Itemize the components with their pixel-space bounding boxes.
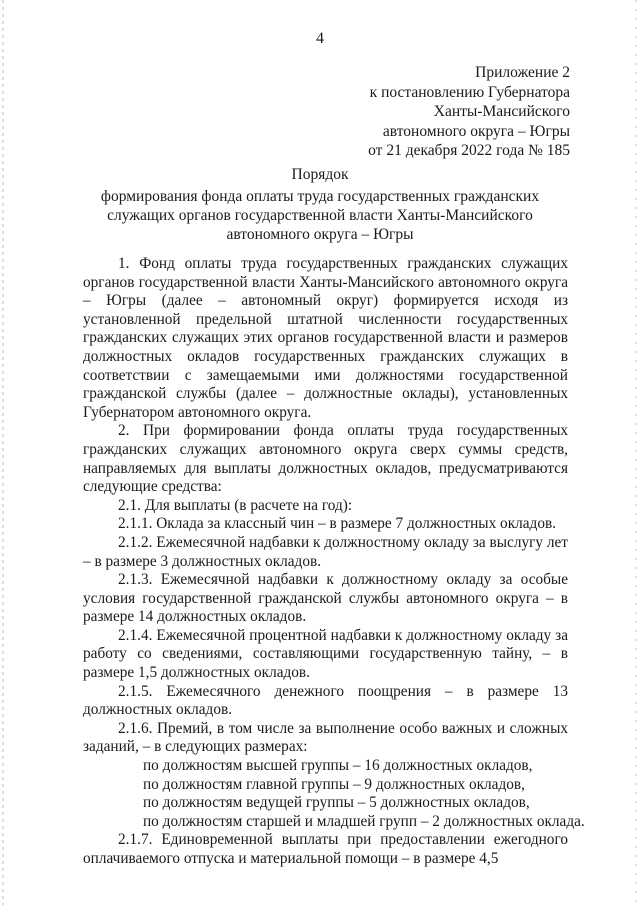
appendix-line: к постановлению Губернатора [369, 83, 570, 101]
appendix-header [368, 63, 570, 161]
document-title [0, 165, 640, 244]
paragraph-2-1-4: 2.1.4. Ежемесячной процентной надбавки к должностному окладу за работу со сведениями, составляющими государственную тайну, – в размере 1,5 должностных окладов. [83, 626, 568, 682]
appendix-line: автономного округа – Югры [382, 122, 570, 140]
paragraph-2-1-6: 2.1.6. Премий, в том числе за выполнение особо важных и сложных заданий, – в следующих размерах: [83, 719, 568, 756]
list-item: по должностям высшей группы – 16 должностных окладов, [143, 757, 533, 775]
paragraph-2-1: 2.1. Для выплаты (в расчете на год): [118, 496, 353, 514]
paragraph-2: 2. При формировании фонда оплаты труда государственных гражданских служащих автономного округа сверх суммы средств, направляемых для выплаты должностных окладов, предусматриваются следующие средства: [83, 422, 568, 496]
list-item: по должностям старшей и младшей групп – 2 должностных оклада. [143, 812, 585, 830]
paragraph-2-1-5: 2.1.5. Ежемесячного денежного поощрения – в размере 13 должностных окладов. [83, 682, 568, 719]
paragraph-1: 1. Фонд оплаты труда государственных гражданских служащих органов государственной власти Ханты-Мансийского автономного округа – Югры (далее – автономный округ) формируется исходя из установленной предельной штатной численности государственных гражданских служащих этих органов государственной власти и размеров должностных окладов государственных гражданских служащих в соответствии с замещаемыми ими должностями государственной гражданской службы (далее – должностные оклады), установленных Губернатором автономного округа. [83, 255, 568, 421]
scan-edge-left [2, 0, 4, 905]
paragraph-2-1-1: 2.1.1. Оклада за классный чин – в размере 7 должностных окладов. [118, 515, 557, 533]
paragraph-2-1-3: 2.1.3. Ежемесячной надбавки к должностному окладу за особые условия государственной гражданской службы автономного округа – в размере 14 должностных окладов. [83, 571, 568, 626]
appendix-line: Приложение 2 [475, 64, 570, 81]
paragraph-2-1-7: 2.1.7. Единовременной выплаты при предоставлении ежегодного оплачиваемого отпуска и материальной помощи – в размере 4,5 [83, 831, 568, 867]
appendix-line: Ханты-Мансийского [433, 103, 570, 120]
title-line: формирования фонда оплаты труда государственных гражданских [100, 188, 540, 205]
list-item: по должностям главной группы – 9 должностных окладов, [143, 775, 525, 793]
list-item: по должностям ведущей группы – 5 должностных окладов, [143, 794, 530, 812]
title-line: автономного округа – Югры [226, 226, 414, 243]
title-line: служащих органов государственной власти Ханты-Мансийского [107, 207, 533, 224]
appendix-line: от 21 декабря 2022 года № 185 [368, 142, 570, 159]
scan-edge-right [635, 0, 637, 905]
page-number: 4 [316, 30, 324, 47]
paragraph-2-1-2: 2.1.2. Ежемесячной надбавки к должностному окладу за выслугу лет – в размере 3 должностных окладов. [83, 533, 568, 570]
document-body [83, 255, 585, 869]
title-heading: Порядок [291, 166, 349, 183]
